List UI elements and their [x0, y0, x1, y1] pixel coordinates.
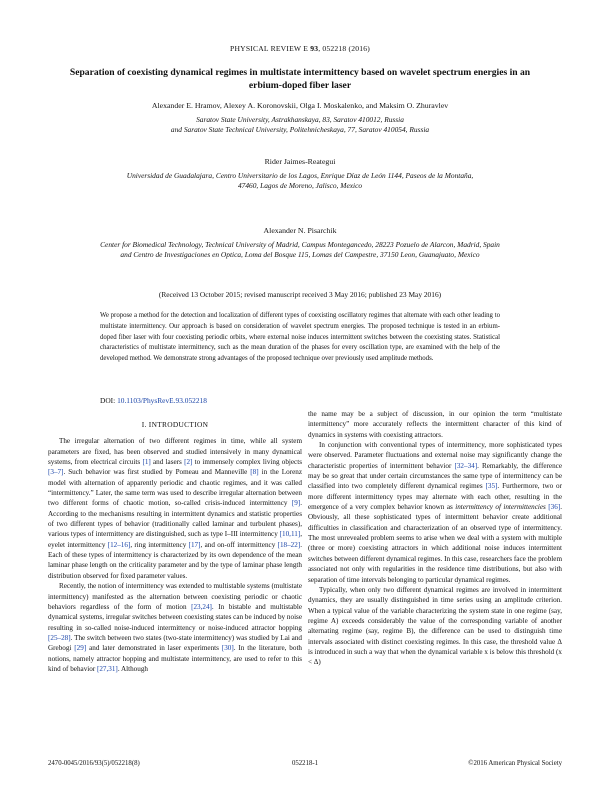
right-column — [308, 409, 562, 668]
intro-paragraph-3: In conjunction with conventional types of intermittency, more sophisticated types were observed. Parameter fluctuations and external noise may significantly change the characteristic properties of intermittent behavior [32–34]. Remarkably, the difference may be so great that under certain circumstances the same type of intermittency can be classified into two completely different dynamical regimes [35]. Furthermore, two or more different intermittency types may alternate with each other, resulting in the emergence of a very complex behavior known as intermittency of intermittencies [36]. Obviously, all these sophisticated types of intermittent behavior create additional difficulties in classification and characterization of an observed type of intermittency. The most unrevealed problem seems to arise when we deal with a system with multiple (three or more) coexisting attractors in which additional noise induces intermittent switches between different dynamical regimes. In this case, researchers face the problem associated not only with regularities in the residence time distributions, but also with separation of time intervals belonging to particular dynamical regimes. — [308, 441, 563, 584]
citation-link[interactable]: [8] — [250, 468, 259, 477]
intro-paragraph-1: The irregular alternation of two different regimes in time, while all system parameters are fixed, has been observed and studied intensively in many dynamical systems, from electrical circuits [1] and lasers [2] to immensely complex living objects [3–7]. Such behavior was first studied by Pomeau and Manneville [8] in the Lorenz model with alternation of apparently periodic and chaotic regimes, and it was called “intermittency.” Later, the same term was used to describe irregular alternation between two different forms of chaotic motion, so-called crisis-induced intermittency [9]. According to the mechanisms resulting in intermittent dynamics and statistic properties of two different types of behavior (traditionally called laminar and turbulent phases), various types of intermittency are distinguished, such as type I–III intermittency [10,11], eyelet intermittency [12–16], ring intermittency [17], and on-off intermittency [18–22]. Each of these types of intermittency is characterized by its own dependence of the mean laminar phase length on the criticality parameter and by the type of laminar phase length distribution observed for fixed parameter values. — [48, 437, 302, 580]
citation-link[interactable]: [12–16] — [107, 540, 131, 549]
journal-header: PHYSICAL REVIEW E 93, 052218 (2016) — [230, 44, 370, 53]
abstract: We propose a method for the detection and localization of different types of coexisting oscillatory regimes that alternate with each other leading to multistate intermittency. Our approach is based on consideration of wavelet spectrum energies. The proposed technique is tested in an erbium-doped fiber laser with four coexisting periodic orbits, where external noise induces intermittent switches between the coexisting states. Statistical characteristics of multistate intermittency, such as the mean duration of the phases for every oscillation type, are examined with the help of the developed method. We demonstrate strong advantages of the proposed technique over previously used amplitude methods. — [100, 312, 500, 363]
citation-link[interactable]: [29] — [74, 644, 87, 653]
intro-paragraph-continued: the name may be a subject of discussion, in our opinion the term “multistate intermittency” more accurately reflects the intermittent character of this kind of dynamics in systems with coexisting attractors. — [308, 410, 562, 439]
footer-issn: 2470-0045/2016/93(5)/052218(8) — [48, 760, 140, 767]
affiliation-line: Saratov State University, Astrakhanskaya, 83, Saratov 410012, Russia — [196, 114, 404, 124]
citation-link[interactable]: [27,31] — [96, 664, 118, 673]
citation-link[interactable]: [10,11] — [279, 530, 301, 539]
citation-link[interactable]: [3–7] — [48, 468, 64, 477]
author-names: Alexander N. Pisarchik — [263, 226, 337, 235]
citation-link[interactable]: [25–28] — [48, 633, 71, 642]
author-group-1 — [40, 101, 560, 136]
citation-link[interactable]: [1] — [142, 458, 151, 467]
author-names: Rider Jaimes-Reategui — [264, 157, 336, 166]
author-names: Alexander E. Hramov, Alexey A. Koronovskii, Olga I. Moskalenko, and Maksim O. Zhuravlev — [151, 101, 449, 110]
citation-link[interactable]: [32–34] — [454, 461, 478, 470]
paper-title: Separation of coexisting dynamical regimes in multistate intermittency based on wavelet spectrum energies in an erbium-doped fiber laser — [69, 67, 531, 91]
citation-link[interactable]: [9] — [291, 499, 301, 508]
citation-link[interactable]: [18–22] — [277, 540, 301, 549]
emphasis-term: intermittency of intermittencies — [455, 503, 546, 512]
doi-line: DOI: 10.1103/PhysRevE.93.052218 — [100, 396, 207, 405]
citation-link[interactable]: [30] — [221, 644, 234, 653]
affiliation-line: Universidad de Guadalajara, Centro Universitario de los Lagos, Enrique Díaz de León 1144, Paseos de la Montaña, — [126, 170, 474, 180]
footer-page-number: 052218-1 — [291, 760, 319, 767]
affiliation-line: Center for Biomedical Technology, Technical University of Madrid, Campus Montegancedo, 28223 Pozuelo de Alarcon, Madrid, Spain — [100, 239, 500, 249]
affiliation-line: and Saratov State Technical University, Politehnicheskaya, 77, Saratov 410054, Russia — [170, 125, 430, 135]
footer-copyright: ©2016 American Physical Society — [468, 760, 562, 767]
citation-link[interactable]: [35] — [485, 482, 498, 491]
author-group-3 — [40, 226, 560, 261]
citation-link[interactable]: [36] — [548, 503, 561, 512]
citation-link[interactable]: [17] — [188, 540, 201, 549]
doi-link[interactable]: 10.1103/PhysRevE.93.052218 — [117, 396, 207, 405]
affiliation-line: and Centro de Investigaciones en Optica, Loma del Bosque 115, Lomas del Campestre, 37150 Leon, Guanajuato, Mexico — [120, 250, 480, 260]
affiliation-line: 47460, Lagos de Moreno, Jalisco, Mexico — [237, 181, 363, 191]
citation-link[interactable]: [2] — [184, 458, 193, 467]
section-heading: I. INTRODUCTION — [141, 420, 209, 429]
citation-link[interactable]: [23,24] — [191, 602, 212, 611]
left-column — [48, 420, 302, 674]
intro-paragraph-4: Typically, when only two different dynamical regimes are involved in intermittent dynamics, they are usually distinguished in time series using an amplitude criterion. When a typical value of the variable characterizing the system state in one regime (say, regime A) exceeds considerably the value of the corresponding variable of another alternating regime (say, regime B), the difference can be used to distinguish time intervals associated with distinct coexisting regimes. In this case, the threshold value Δ is introduced in such a way that when the dynamical variable x is below this threshold (x < Δ) — [308, 585, 562, 667]
received-dates: (Received 13 October 2015; revised manuscript received 3 May 2016; published 23 May 2016) — [158, 290, 442, 299]
author-group-2 — [40, 157, 560, 192]
intro-paragraph-2: Recently, the notion of intermittency was extended to multistable systems (multistate intermittency) manifested as the alternation between coexisting periodic or chaotic behaviors regardless of the form of motion [23,24]. In bistable and multistable dynamical systems, irregular switches between coexisting states can be induced by noise resulting in so-called noise-induced intermittency or noise-induced attractor hopping [25–28]. The switch between two states (two-state intermittency) was studied by Lai and Grebogi [29] and later demonstrated in laser experiments [30]. In the literature, both notions, namely attractor hopping and multistate intermittency, are used to refer to this kind of behavior [27,31]. Although — [48, 582, 302, 673]
